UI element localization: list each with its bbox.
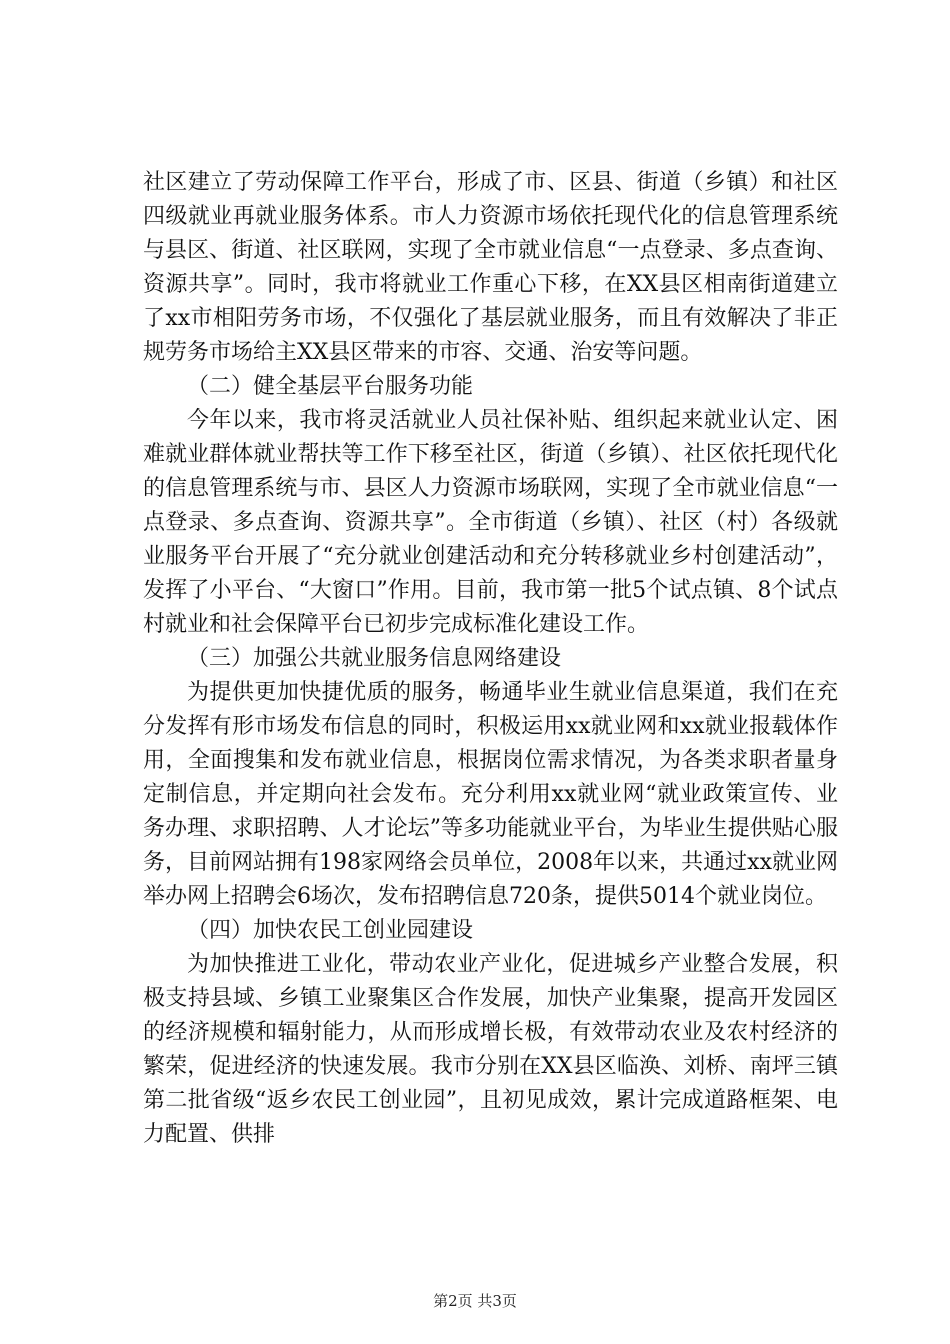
- page-footer: 第2页 共3页: [433, 1292, 517, 1310]
- document-body: [143, 166, 838, 1152]
- section-heading-4: （四）加快农民工创业园建设: [187, 918, 474, 943]
- section-heading-2: （二）健全基层平台服务功能: [187, 374, 474, 399]
- paragraph-section-3: 为提供更加快捷优质的服务，畅通毕业生就业信息渠道，我们在充分发挥有形市场发布信息的同时，积极运用xx就业网和xx就业报载体作用，全面搜集和发布就业信息，根据岗位需求情况，为各类求职者量身定制信息，并定期向社会发布。充分利用xx就业网“就业政策宣传、业务办理、求职招聘、人才论坛”等多功能就业平台，为毕业生提供贴心服务，目前网站拥有198家网络会员单位，2008年以来，共通过xx就业网举办网上招聘会6场次，发布招聘信息720条，提供5014个就业岗位。: [143, 680, 838, 909]
- paragraph-intro-continued: 社区建立了劳动保障工作平台，形成了市、区县、街道（乡镇）和社区四级就业再就业服务体系。市人力资源市场依托现代化的信息管理系统与县区、街道、社区联网，实现了全市就业信息“一点登录、多点查询、资源共享”。同时，我市将就业工作重心下移，在XX县区相南街道建立了xx市相阳劳务市场，不仅强化了基层就业服务，而且有效解决了非正规劳务市场给主XX县区带来的市容、交通、治安等问题。: [143, 170, 838, 365]
- paragraph-section-2: 今年以来，我市将灵活就业人员社保补贴、组织起来就业认定、困难就业群体就业帮扶等工作下移至社区，街道（乡镇）、社区依托现代化的信息管理系统与市、县区人力资源市场联网，实现了全市就业信息“一点登录、多点查询、资源共享”。全市街道（乡镇）、社区（村）各级就业服务平台开展了“充分就业创建活动和充分转移就业乡村创建活动”，发挥了小平台、“大窗口”作用。目前，我市第一批5个试点镇、8个试点村就业和社会保障平台已初步完成标准化建设工作。: [143, 408, 838, 637]
- section-heading-3: （三）加强公共就业服务信息网络建设: [187, 646, 562, 671]
- paragraph-section-4: 为加快推进工业化，带动农业产业化，促进城乡产业整合发展，积极支持县域、乡镇工业聚集区合作发展，加快产业集聚，提高开发园区的经济规模和辐射能力，从而形成增长极，有效带动农业及农村经济的繁荣，促进经济的快速发展。我市分别在XX县区临涣、刘桥、南坪三镇第二批省级“返乡农民工创业园”，且初见成效，累计完成道路框架、电力配置、供排: [143, 952, 838, 1147]
